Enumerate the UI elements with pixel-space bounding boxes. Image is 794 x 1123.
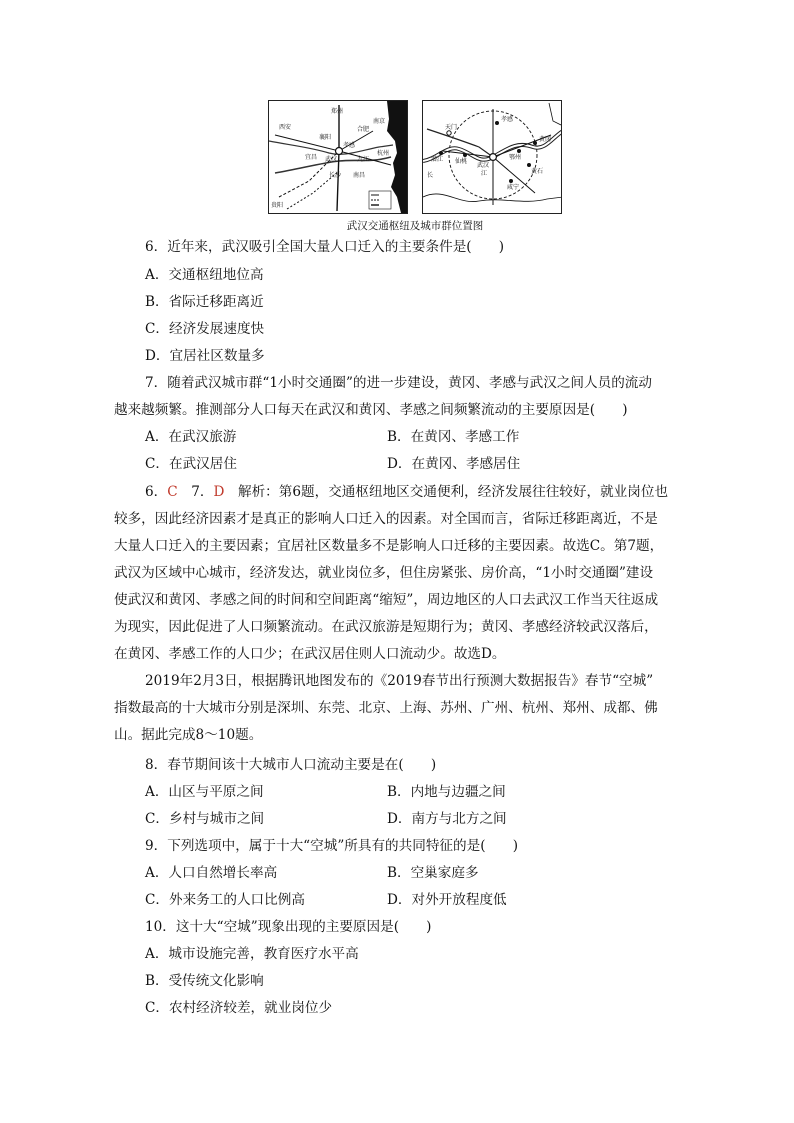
explanation-line-7: 在黄冈、孝感工作的人口少；在武汉居住则人口流动少。故选D。 [114,646,506,662]
question-9-option-d: D．对外开放程度低 [387,892,507,908]
question-8-stem: 8．春节期间该十大城市人口流动主要是在( ) [145,757,437,773]
map2-label: 天门 [445,124,458,131]
map1-label: 孝感 [343,142,356,149]
map2-label: 孝感 [501,116,514,123]
map1-label: 贵阳 [271,202,284,209]
map1-label: 襄阳 [319,134,332,141]
map2-label: 黄石 [531,168,544,175]
map2-label: 黄冈 [539,136,552,143]
wuhan-city-cluster-map [422,100,562,214]
map1-label: 南昌 [353,172,366,179]
question-7-option-a: A．在武汉旅游 [145,429,237,445]
map2-label: 仙桃 [455,158,468,165]
question-8-option-d: D．南方与北方之间 [387,811,507,827]
map2-label: 鄂州 [509,154,522,161]
figure-caption: 武汉交通枢纽及城市群位置图 [346,220,484,232]
map1-label: 宜昌 [305,154,318,161]
map1-label: 九江 [357,156,370,163]
map1-label: 杭州 [377,150,390,157]
question-6-option-b: B．省际迁移距离近 [145,294,264,310]
question-8-option-a: A．山区与平原之间 [145,784,264,800]
map1-label: 合肥 [357,126,370,133]
question-6-option-d: D．宜居社区数量多 [145,348,265,364]
passage-line-3: 山。据此完成8～10题。 [114,727,263,743]
explanation-mid: 7． [177,484,214,500]
explanation-line-1 [145,483,668,501]
china-transport-map [268,100,408,214]
question-6-option-c: C．经济发展速度快 [145,321,265,337]
question-6-option-a: A．交通枢纽地位高 [145,267,264,283]
question-9-option-c: C．外来务工的人口比例高 [145,892,305,908]
question-8-option-c: C．乡村与城市之间 [145,811,265,827]
answer-6: C [167,484,178,500]
question-9-option-b: B．空巢家庭多 [387,865,479,881]
question-10-stem: 10．这十大“空城”现象出现的主要原因是( ) [145,919,432,935]
question-6-stem: 6．近年来，武汉吸引全国大量人口迁入的主要条件是( ) [145,239,505,255]
question-10-option-c: C．农村经济较差，就业岗位少 [145,1000,333,1016]
explanation-prefix: 6． [145,484,168,500]
question-10-option-a: A．城市设施完善，教育医疗水平高 [145,946,359,962]
question-7-stem-line-1: 7．随着武汉城市群“1小时交通圈”的进一步建设，黄冈、孝感与武汉之间人员的流动 [145,375,652,391]
question-8-option-b: B．内地与边疆之间 [387,784,506,800]
map-figure [268,100,562,233]
china-transport-map-graphic [269,101,408,213]
question-7-stem-line-2: 越来越频繁。推测部分人口每天在武汉和黄冈、孝感之间频繁流动的主要原因是( ) [114,402,628,418]
explanation-line-2: 较多，因此经济因素才是真正的影响人口迁入的因素。对全国而言，省际迁移距离近，不是 [114,511,658,527]
map-pair [268,100,562,214]
explanation-line-4: 武汉为区域中心城市，经济发达，就业岗位多，但住房紧张、房价高，“1小时交通圈”建设 [114,565,654,581]
map1-label: 武汉 [325,156,338,163]
question-7-option-b: B．在黄冈、孝感工作 [387,429,520,445]
question-10-option-b: B．受传统文化影响 [145,973,264,989]
passage-line-2: 指数最高的十大城市分别是深圳、东莞、北京、上海、苏州、广州、杭州、郑州、成都、佛 [114,700,658,716]
map2-label: 长 [427,172,434,179]
map1-label: 西安 [279,124,292,131]
map1-label: 郑州 [331,108,344,115]
map2-label: 咸宁 [507,184,520,191]
question-7-option-d: D．在黄冈、孝感居住 [387,456,521,472]
wuhan-city-cluster-map-graphic [423,101,562,213]
answer-7: D [213,484,225,500]
map1-label: 南京 [373,118,386,125]
explanation-line-6: 为现实，因此促进了人口频繁流动。在武汉旅游是短期行为；黄冈、孝感经济较武汉落后， [114,619,658,635]
map1-label: 长沙 [329,172,342,179]
question-7-option-c: C．在武汉居住 [145,456,237,472]
passage-line-1: 2019年2月3日，根据腾讯地图发布的《2019春节出行预测大数据报告》春节“空城” [145,673,654,689]
explanation-line-3: 大量人口迁入的主要因素；宜居社区数量多不是影响人口迁移的主要因素。故选C。第7题， [114,538,664,554]
explanation-line-5: 使武汉和黄冈、孝感之间的时间和空间距离“缩短”，周边地区的人口去武汉工作当天往返成 [114,592,659,608]
explanation-line-1-rest: 解析：第6题，交通枢纽地区交通便利，经济发展往往较好，就业岗位也 [224,484,669,500]
question-9-stem: 9．下列选项中，属于十大“空城”所具有的共同特征的是( ) [145,838,518,854]
question-9-option-a: A．人口自然增长率高 [145,865,278,881]
map2-label: 江 [481,170,488,177]
map2-label: 潜江 [431,156,444,163]
map2-label: 武汉 [477,162,490,169]
